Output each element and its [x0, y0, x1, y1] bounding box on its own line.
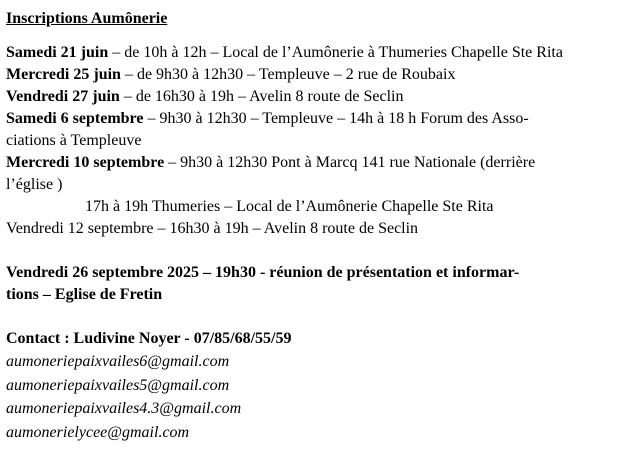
spacer [6, 306, 614, 328]
document [6, 8, 614, 444]
schedule-line-continuation: l’église ) [6, 176, 63, 193]
page-title: Inscriptions Aumônerie [6, 10, 168, 27]
schedule-details: – de 10h à 12h – Local de l’Aumônerie à Thumeries Chapelle Ste Rita [108, 44, 563, 61]
schedule-date: Samedi 6 septembre [6, 110, 144, 127]
schedule-line [6, 64, 614, 86]
meeting-line: Vendredi 26 septembre 2025 – 19h30 - réunion de présentation et informar- [6, 264, 520, 281]
schedule-line [6, 42, 614, 64]
schedule-details: – 9h30 à 12h30 – Templeuve – 14h à 18 h Forum des Asso- [143, 110, 529, 127]
email-address[interactable]: aumoneriepaixvailes5@gmail.com [6, 376, 230, 394]
schedule-date: Samedi 21 juin [6, 44, 109, 61]
spacer [6, 240, 614, 262]
schedule-line [6, 152, 614, 174]
contact-line: Contact : Ludivine Noyer - 07/85/68/55/59 [6, 330, 292, 347]
schedule-details: – de 16h30 à 19h – Avelin 8 route de Seclin [119, 88, 404, 105]
email-address[interactable]: aumonerielycee@gmail.com [6, 423, 190, 441]
schedule-date: Mercredi 10 septembre [6, 154, 165, 171]
meeting-line-continuation: tions – Eglise de Fretin [6, 286, 163, 303]
schedule-date: Vendredi 27 juin [6, 88, 120, 105]
schedule-details: – de 9h30 à 12h30 – Templeuve – 2 rue de Roubaix [120, 66, 456, 83]
schedule-date: Mercredi 25 juin [6, 66, 121, 83]
schedule-line-plain: Vendredi 12 septembre – 16h30 à 19h – Avelin 8 route de Seclin [6, 220, 419, 237]
email-address[interactable]: aumoneriepaixvailes4.3@gmail.com [6, 400, 242, 417]
email-address[interactable]: aumoneriepaixvailes6@gmail.com [6, 353, 230, 370]
schedule-line [6, 86, 614, 108]
schedule-line-indented: 17h à 19h Thumeries – Local de l’Aumônerie Chapelle Ste Rita [85, 198, 494, 215]
schedule-line [6, 108, 614, 130]
schedule-line-continuation: ciations à Templeuve [6, 132, 142, 149]
schedule-details: – 9h30 à 12h30 Pont à Marcq 141 rue Nationale (derrière [164, 154, 536, 171]
